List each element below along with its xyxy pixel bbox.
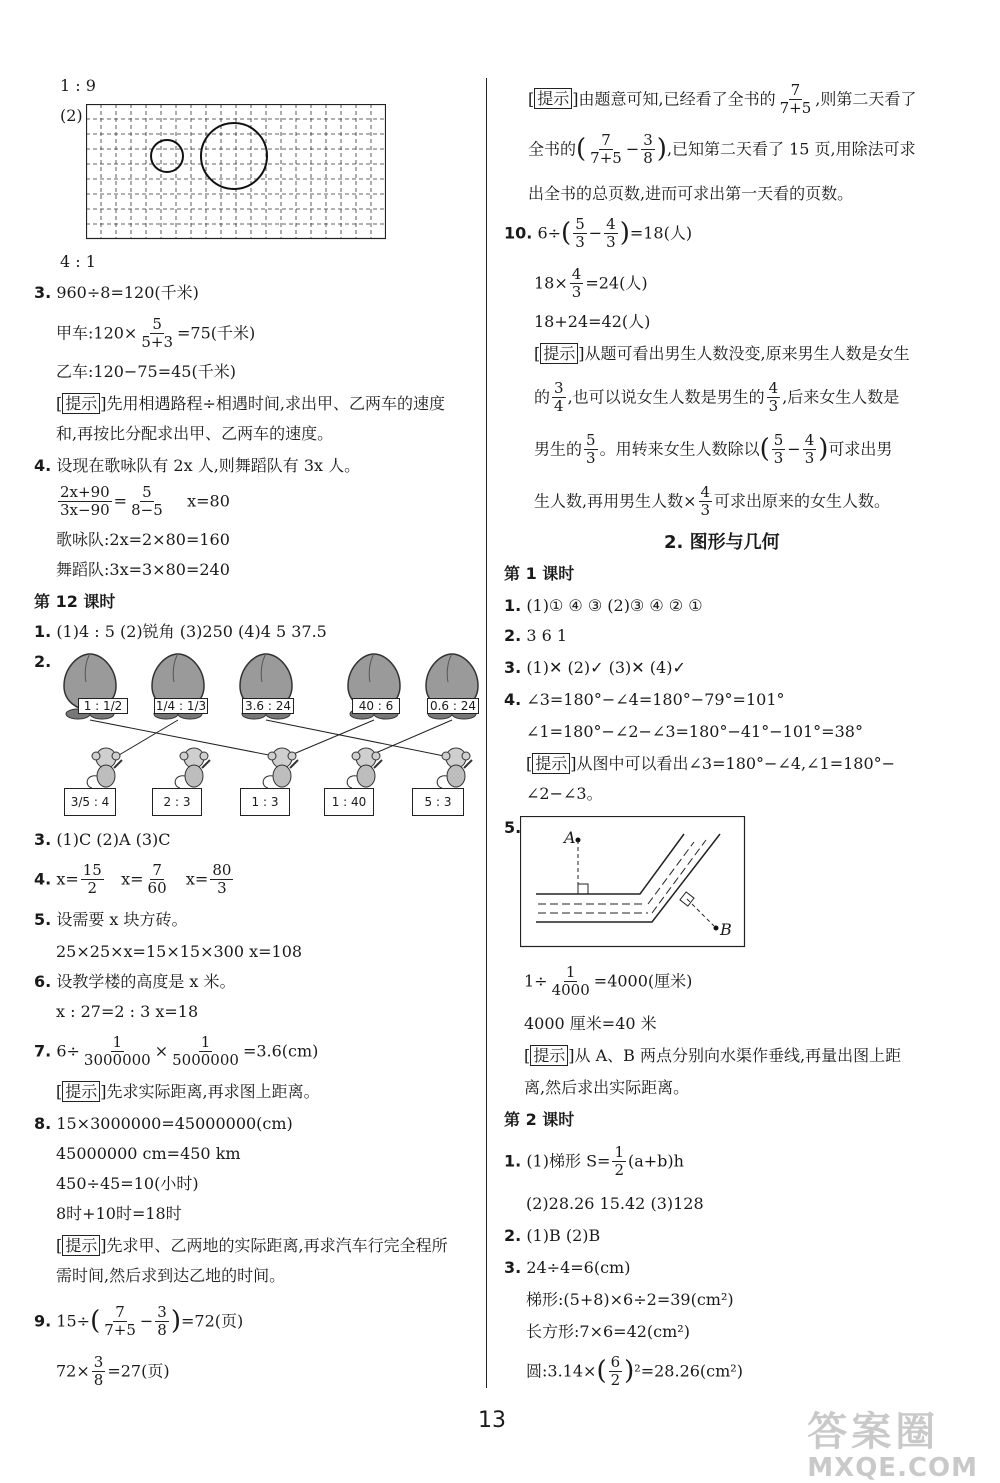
column-divider bbox=[486, 78, 487, 1388]
q3-line3: 乙车:120−75=45(千米) bbox=[56, 362, 236, 381]
lesson-12-heading: 第 12 课时 bbox=[34, 592, 116, 611]
q4-line3: 歌咏队:2x=2×80=160 bbox=[56, 530, 230, 549]
g1-q5-line1: 1÷ $\frac{1}{4000}$ =4000(厘米) bbox=[524, 963, 693, 1000]
peach-label-4: 40 : 6 bbox=[352, 698, 400, 714]
l12-q8-tip-line1: [ 提示 ]先求甲、乙两地的实际距离,再求汽车行完全程所 bbox=[56, 1236, 448, 1255]
lesson-2-heading: 第 2 课时 bbox=[504, 1110, 575, 1129]
monkey-box-3: 1 : 3 bbox=[240, 788, 290, 816]
g1-q4-tip-line2: ∠2−∠3。 bbox=[526, 784, 603, 803]
q4-line4: 舞蹈队:3x=3×80=240 bbox=[56, 560, 230, 579]
q10-tip-line4: 生人数,再用男生人数× $\frac{4}{3}$ 可求出原来的女生人数。 bbox=[534, 483, 891, 520]
l12-q8-line2: 45000000 cm=450 km bbox=[56, 1144, 241, 1163]
monkey-2 bbox=[175, 748, 210, 788]
g2-q3-line1: 3. 24÷4=6(cm) bbox=[504, 1258, 631, 1277]
monkey-box-1: 3/5 : 4 bbox=[64, 788, 116, 816]
peach-label-1: 1 : 1/2 bbox=[78, 698, 128, 714]
monkey-5 bbox=[437, 748, 472, 788]
grid-circles-figure bbox=[86, 104, 386, 242]
monkey-box-5: 5 : 3 bbox=[412, 788, 464, 816]
l12-q9-line2: 72× $\frac{3}{8}$ =27(页) bbox=[56, 1353, 170, 1390]
point-a-label: A bbox=[564, 828, 576, 847]
q3-line1: 3. 960÷8=120(千米) bbox=[34, 283, 199, 302]
ratio-bottom: 4 : 1 bbox=[60, 252, 96, 271]
q10-line1: 10. 6÷( $\frac{5}{3}$ − $\frac{4}{3}$ )=18(人) bbox=[504, 215, 693, 252]
g2-q3-line4: 圆:3.14×( $\frac{6}{2}$ )²=28.26(cm²) bbox=[526, 1353, 743, 1390]
l12-q3: 3. (1)C (2)A (3)C bbox=[34, 830, 171, 849]
q9-tip-line2: 全书的( $\frac{7}{7+5}$ − $\frac{3}{8}$ ),已知第二天看了 15 页,用除法可求 bbox=[528, 131, 916, 168]
l12-q6-line1: 6. 设教学楼的高度是 x 米。 bbox=[34, 972, 236, 991]
peach-label-2: 1/4 : 1/3 bbox=[155, 699, 207, 713]
peach-label-3: 3.6 : 24 bbox=[242, 698, 294, 714]
l12-q8-tip-line2: 需时间,然后求到达乙地的时间。 bbox=[56, 1266, 286, 1285]
g1-q5-tip-line2: 离,然后求出实际距离。 bbox=[524, 1078, 690, 1097]
q9-tip-line3: 出全书的总页数,进而可求出第一天看的页数。 bbox=[528, 184, 854, 203]
l12-q2-number: 2. bbox=[34, 652, 52, 671]
g1-q3: 3. (1)✕ (2)✓ (3)✕ (4)✓ bbox=[504, 658, 686, 677]
l12-q7: 7. 6÷ $\frac{1}{3000000}$ × $\frac{1}{5000000}$ =3.6(cm) bbox=[34, 1033, 319, 1070]
q10-tip-line1: [ 提示 ]从题可看出男生人数没变,原来男生人数是女生 bbox=[534, 344, 910, 363]
page-number: 13 bbox=[478, 1408, 506, 1433]
l12-q4: 4. x= $\frac{15}{2}$ x= $\frac{7}{60}$ x= $\frac{80}{3}$ bbox=[34, 861, 232, 898]
q3-tip-line1: [ 提示 ]先用相遇路程÷相遇时间,求出甲、乙两车的速度 bbox=[56, 394, 446, 413]
peach-label-5: 0.6 : 24 bbox=[427, 698, 479, 714]
small-circle bbox=[151, 140, 183, 172]
g1-q4-tip-line1: [ 提示 ]从图中可以看出∠3=180°−∠4,∠1=180°− bbox=[526, 754, 896, 773]
q9-tip-line1: [ 提示 ]由题意可知,已经看了全书的 $\frac{7}{7+5}$ ,则第二天看了 bbox=[528, 81, 917, 118]
q3-tip-line2: 和,再按比分配求出甲、乙两车的速度。 bbox=[56, 424, 334, 443]
q4-line1: 4. 设现在歌咏队有 2x 人,则舞蹈队有 3x 人。 bbox=[34, 456, 361, 475]
g2-q2: 2. (1)B (2)B bbox=[504, 1226, 601, 1245]
q4-equation: $\frac{2x+90}{3x-90}$ = $\frac{5}{8-5}$ x=80 bbox=[60, 483, 230, 520]
g1-q5-line2: 4000 厘米=40 米 bbox=[524, 1014, 657, 1033]
q10-tip-line2: 的 $\frac{3}{4}$ ,也可以说女生人数是男生的 $\frac{4}{3}$ ,后来女生人数是 bbox=[534, 379, 900, 416]
watermark bbox=[807, 1400, 978, 1483]
g1-q2: 2. 3 6 1 bbox=[504, 626, 568, 645]
l12-q7-tip: [ 提示 ]先求实际距离,再求图上距离。 bbox=[56, 1082, 320, 1101]
monkey-3 bbox=[263, 748, 298, 788]
g2-q3-line2: 梯形:(5+8)×6÷2=39(cm²) bbox=[526, 1290, 734, 1309]
grid-label: (2) bbox=[60, 106, 83, 125]
q10-tip-line3: 男生的 $\frac{5}{3}$ 。用转来女生人数除以( $\frac{5}{3}$ − $\frac{4}{3}$ )可求出男 bbox=[534, 431, 893, 468]
monkey-box-2: 2 : 3 bbox=[152, 788, 202, 816]
canal-figure bbox=[520, 816, 746, 948]
l12-q5-line1: 5. 设需要 x 块方砖。 bbox=[34, 910, 188, 929]
q10-line3: 18+24=42(人) bbox=[534, 312, 651, 331]
g1-q1: 1. (1)① ④ ③ (2)③ ④ ② ① bbox=[504, 596, 703, 615]
l12-q5-line2: 25×25×x=15×15×300 x=108 bbox=[56, 942, 303, 961]
g1-q5-tip-line1: [ 提示 ]从 A、B 两点分别向水渠作垂线,再量出图上距 bbox=[524, 1046, 902, 1065]
monkey-box-4: 1 : 40 bbox=[324, 788, 374, 816]
watermark-line2: MXQE.COM bbox=[807, 1453, 978, 1483]
l12-q6-line2: x : 27=2 : 3 x=18 bbox=[56, 1002, 199, 1021]
g1-q4-line2: ∠1=180°−∠2−∠3=180°−41°−101°=38° bbox=[526, 722, 863, 741]
section-title: 2. 图形与几何 bbox=[664, 532, 780, 553]
l12-q1: 1. (1)4 : 5 (2)锐角 (3)250 (4)4 5 37.5 bbox=[34, 622, 327, 641]
monkey-1 bbox=[87, 748, 122, 788]
g2-q1-line2: (2)28.26 15.42 (3)128 bbox=[526, 1194, 704, 1213]
g2-q3-line3: 长方形:7×6=42(cm²) bbox=[526, 1322, 690, 1341]
watermark-line1: 答案圈 bbox=[807, 1409, 940, 1455]
l12-q8-line3: 450÷45=10(小时) bbox=[56, 1174, 199, 1193]
l12-q8-line1: 8. 15×3000000=45000000(cm) bbox=[34, 1114, 293, 1133]
g2-q1-line1: 1. (1)梯形 S= $\frac{1}{2}$ (a+b)h bbox=[504, 1143, 684, 1180]
point-b-label: B bbox=[720, 920, 732, 939]
lesson-1-heading: 第 1 课时 bbox=[504, 564, 575, 583]
q10-line2: 18× $\frac{4}{3}$ =24(人) bbox=[534, 265, 648, 302]
q3-line2: 甲车:120× $\frac{5}{5+3}$ =75(千米) bbox=[56, 315, 256, 352]
l12-q8-line4: 8时+10时=18时 bbox=[56, 1204, 182, 1223]
monkey-4 bbox=[347, 748, 382, 788]
g1-q4-line1: 4. ∠3=180°−∠4=180°−79°=101° bbox=[504, 690, 785, 709]
l12-q9-line1: 9. 15÷( $\frac{7}{7+5}$ − $\frac{3}{8}$ )=72(页) bbox=[34, 1303, 244, 1340]
ratio-top: 1 : 9 bbox=[60, 76, 96, 95]
g1-q5-number: 5. bbox=[504, 818, 522, 837]
